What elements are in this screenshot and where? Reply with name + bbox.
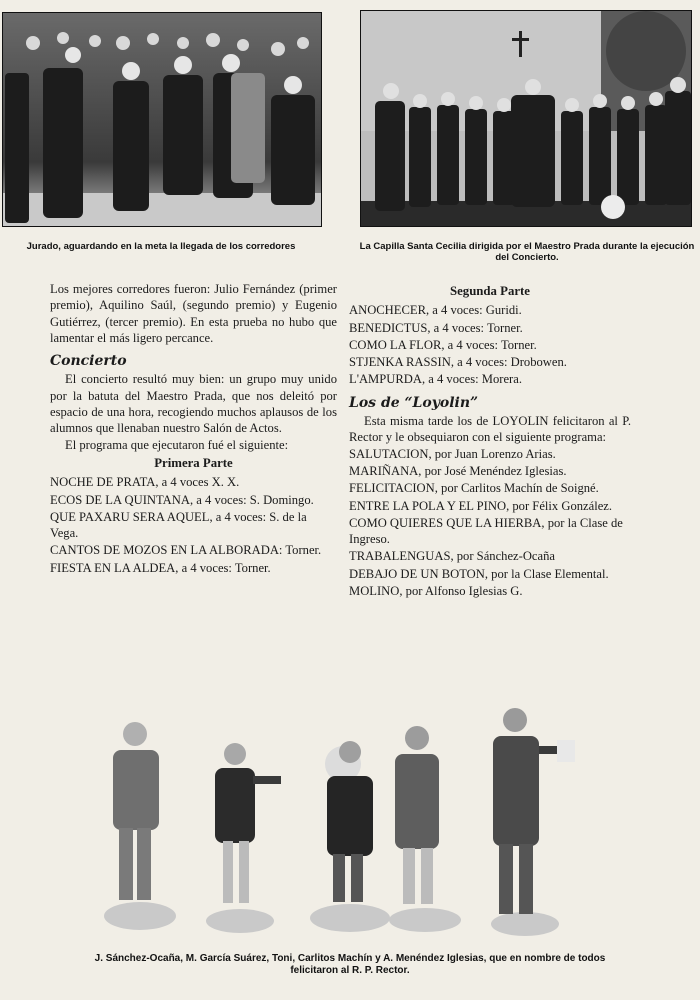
loyolin-paragraph: Esta misma tarde los de LOYOLIN felicitaron al P. Rector y le obsequiaron con el siguiente programa: <box>349 414 631 445</box>
program-item-detail: , por Félix González. <box>506 498 613 513</box>
program-item-detail: , a 4 voces: Drobowen. <box>450 355 567 370</box>
program-item <box>50 492 337 508</box>
program-item-detail: , a 4 voces X. X. <box>155 475 240 490</box>
program-item-detail: , por Sánchez-Ocaña <box>450 549 555 564</box>
loyolin-heading: Los de “Loyolin” <box>349 394 479 411</box>
concierto-paragraph-1: El concierto resultó muy bien: un grupo muy unido por la batuta del Maestro Prada, que nos deleitó por espacio de una hora, recogiendo muchos aplausos de los alumnos que llenaban nuestro Salón de Actos. <box>50 372 337 436</box>
program-item-title: FIESTA EN LA ALDEA <box>50 560 176 575</box>
segunda-parte-title: Segunda Parte <box>450 284 530 298</box>
choir-photo <box>360 10 692 227</box>
program-item <box>50 509 337 542</box>
program-item <box>349 548 631 564</box>
program-item <box>349 371 631 387</box>
program-item-detail: , a 4 voces: Torner. <box>175 560 271 575</box>
program-item-detail: , por Alfonso Iglesias G. <box>399 584 523 599</box>
right-column <box>349 281 631 600</box>
program-item-detail: : Torner. <box>278 543 322 558</box>
program-item-title: MARIÑANA <box>349 463 419 478</box>
program-item <box>349 302 631 318</box>
program-item-title: FELICITACION <box>349 481 435 496</box>
program-item <box>349 480 631 496</box>
program-item <box>349 498 631 514</box>
program-item <box>349 515 631 548</box>
program-item-detail: , a 4 voces: S. Domingo. <box>189 492 314 507</box>
program-item-detail: , a 4 voces: Guridi. <box>425 303 522 318</box>
jury-photo <box>2 12 322 227</box>
program-item-title: QUE PAXARU SERA AQUEL <box>50 509 210 524</box>
program-item-detail: , por Carlitos Machín de Soigné. <box>434 481 599 496</box>
program-item-title: ECOS DE LA QUINTANA <box>50 492 190 507</box>
program-item-detail: , a 4 voces: S. de la Vega. <box>50 509 307 541</box>
program-item-detail: , a 4 voces: Torner. <box>441 337 537 352</box>
boys-cutout-photo <box>95 706 600 941</box>
program-item-title: TRABALENGUAS <box>349 549 451 564</box>
program-item-title: COMO QUIERES QUE LA HIERBA <box>349 515 542 530</box>
program-item-title: STJENKA RASSIN <box>349 355 451 370</box>
program-item-title: BENEDICTUS <box>349 320 428 335</box>
concierto-heading: Concierto <box>50 353 127 370</box>
program-item <box>50 542 337 558</box>
program-item-detail: , por José Menéndez Iglesias. <box>418 463 567 478</box>
program-item-detail: , a 4 voces: Torner. <box>427 320 523 335</box>
program-item-title: CANTOS DE MOZOS EN LA ALBORADA <box>50 543 279 558</box>
program-item-title: MOLINO <box>349 584 400 599</box>
program-item <box>349 446 631 462</box>
program-item <box>50 560 337 576</box>
program-item <box>349 463 631 479</box>
program-item <box>349 566 631 582</box>
program-item-title: L'AMPURDA <box>349 372 422 387</box>
program-item-detail: , por Juan Lorenzo Arias. <box>428 446 556 461</box>
left-column <box>50 281 337 577</box>
program-item-title: ANOCHECER <box>349 303 426 318</box>
boys-photo-caption: J. Sánchez-Ocaña, M. García Suárez, Toni, Carlitos Machín y A. Menéndez Iglesias, que en nombre de todos felicitaron al R. P. Rector. <box>94 953 606 976</box>
loyolin-program-list <box>349 446 631 600</box>
choir-photo-caption: La Capilla Santa Cecilia dirigida por el Maestro Prada durante la ejecución del Concierto. <box>359 241 695 263</box>
primera-parte-list <box>50 474 337 576</box>
segunda-parte-list <box>349 302 631 387</box>
program-item <box>349 337 631 353</box>
program-item-detail: , a 4 voces: Morera. <box>421 372 522 387</box>
boy-figure <box>113 722 159 900</box>
primera-parte-title: Primera Parte <box>154 455 233 470</box>
program-item-detail: , por la Clase Elemental. <box>484 566 609 581</box>
program-item-detail: , por la Clase de Ingreso. <box>349 515 623 547</box>
program-item <box>349 320 631 336</box>
program-item-title: NOCHE DE PRATA <box>50 475 156 490</box>
program-item-title: ENTRE LA POLA Y EL PINO <box>349 498 507 513</box>
program-item <box>50 474 337 490</box>
program-item <box>349 583 631 599</box>
jury-photo-caption: Jurado, aguardando en la meta la llegada de los corredores <box>26 241 296 252</box>
program-item-title: SALUTACION <box>349 446 429 461</box>
race-results-paragraph: Los mejores corredores fueron: Julio Fernández (primer premio), Aquilino Saúl, (segundo premio) y Eugenio Gutiérrez, (tercer premio). En esta prueba no hubo que lamentar el más ligero percance. <box>50 282 337 345</box>
concierto-paragraph-2: El programa que ejecutaron fué el siguiente: <box>65 437 289 452</box>
program-item-title: COMO LA FLOR <box>349 337 442 352</box>
program-item-title: DEBAJO DE UN BOTON <box>349 566 485 581</box>
program-item <box>349 354 631 370</box>
